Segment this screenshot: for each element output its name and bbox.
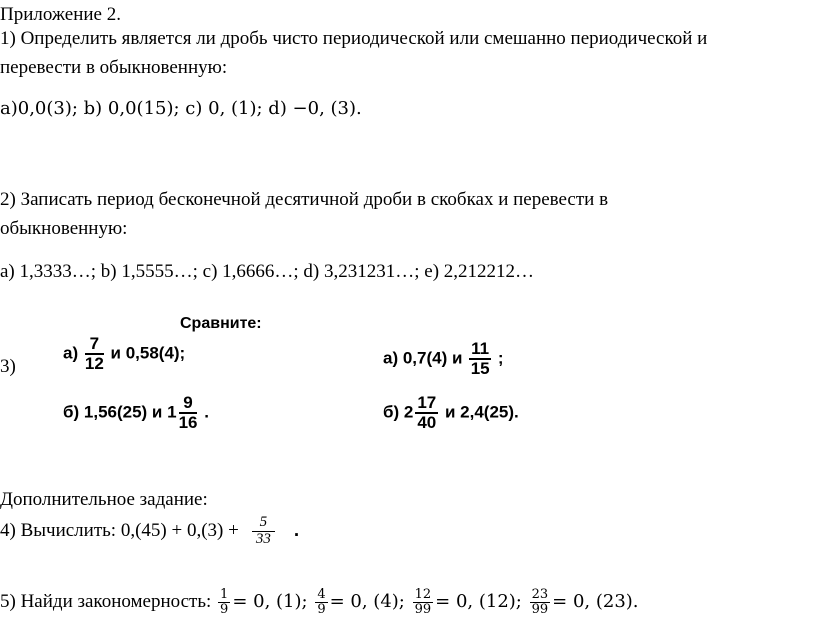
task5-item	[528, 586, 639, 617]
compare-rest: и 0,58(4);	[110, 343, 186, 363]
task5-item	[411, 586, 528, 617]
fraction-numerator: 1	[220, 586, 229, 602]
compare-label: а) 0,7(4) и	[383, 348, 463, 368]
compare-rest: и 2,4(25).	[445, 402, 519, 422]
fraction-denominator: 9	[220, 601, 229, 617]
task5-line	[0, 584, 639, 620]
task5-item	[216, 586, 313, 617]
fraction-numerator: 7	[85, 335, 104, 355]
fraction-denominator: 33	[255, 531, 271, 548]
compare-item-b-left	[63, 394, 209, 432]
fraction-numerator: 9	[179, 394, 198, 414]
fraction	[252, 515, 276, 548]
compare-rest: ;	[497, 348, 504, 368]
task4-line	[0, 511, 299, 551]
fraction	[413, 588, 434, 616]
fraction	[85, 335, 104, 373]
task2-line1: 2) Записать период бесконечной десятичной дроби в скобках и перевести в	[0, 189, 609, 210]
fraction-denominator: 99	[414, 601, 432, 617]
compare-item-a-left	[63, 335, 185, 373]
fraction	[179, 394, 198, 432]
fraction-numerator: 17	[417, 393, 437, 412]
task5-rest: = 0, (12);	[435, 591, 522, 612]
fraction-numerator: 5	[252, 515, 276, 532]
fraction-numerator: 11	[471, 339, 490, 358]
fraction-denominator: 16	[178, 412, 198, 432]
compare-heading: Сравните:	[180, 315, 262, 332]
compare-label: б) 2	[383, 402, 414, 422]
task1-options: a)0,0(3); b) 0,0(15); c) 0, (1); d) −0, (3).	[0, 98, 362, 119]
task4-end: .	[293, 520, 300, 541]
task3-number: 3)	[0, 356, 16, 377]
task2-options: a) 1,3333…; b) 1,5555…; c) 1,6666…; d) 3,231231…; e) 2,212212…	[0, 261, 535, 282]
compare-label: а)	[63, 343, 79, 363]
extra-title: Дополнительное задание:	[0, 489, 208, 510]
fraction-numerator: 12	[414, 586, 432, 602]
task5-rest: = 0, (1);	[232, 591, 308, 612]
fraction-denominator: 40	[417, 412, 437, 432]
task5-rest: = 0, (4);	[329, 591, 405, 612]
fraction	[415, 394, 438, 432]
fraction-denominator: 12	[84, 353, 104, 373]
compare-item-b-right	[383, 394, 519, 432]
task5-text: 5) Найди закономерность:	[0, 591, 212, 612]
task1-line1: 1) Определить является ли дробь чисто периодической или смешанно периодической и	[0, 28, 708, 49]
fraction	[469, 340, 491, 378]
compare-label: б) 1,56(25) и 1	[63, 402, 177, 422]
task4-text: 4) Вычислить: 0,(45) + 0,(3) +	[0, 520, 239, 541]
task1-line2: перевести в обыкновенную:	[0, 57, 228, 78]
compare-rest: .	[204, 402, 209, 422]
fraction	[315, 588, 327, 616]
fraction-numerator: 23	[531, 586, 549, 602]
compare-item-a-right	[383, 340, 504, 378]
fraction-denominator: 9	[317, 601, 326, 617]
task5-rest: = 0, (23).	[552, 591, 639, 612]
appendix-title: Приложение 2.	[0, 4, 121, 25]
fraction-denominator: 15	[470, 358, 490, 378]
fraction	[218, 588, 230, 616]
task2-line2: обыкновенную:	[0, 218, 128, 239]
fraction	[530, 588, 551, 616]
fraction-denominator: 99	[531, 601, 549, 617]
fraction-numerator: 4	[317, 586, 326, 602]
task5-item	[313, 586, 410, 617]
